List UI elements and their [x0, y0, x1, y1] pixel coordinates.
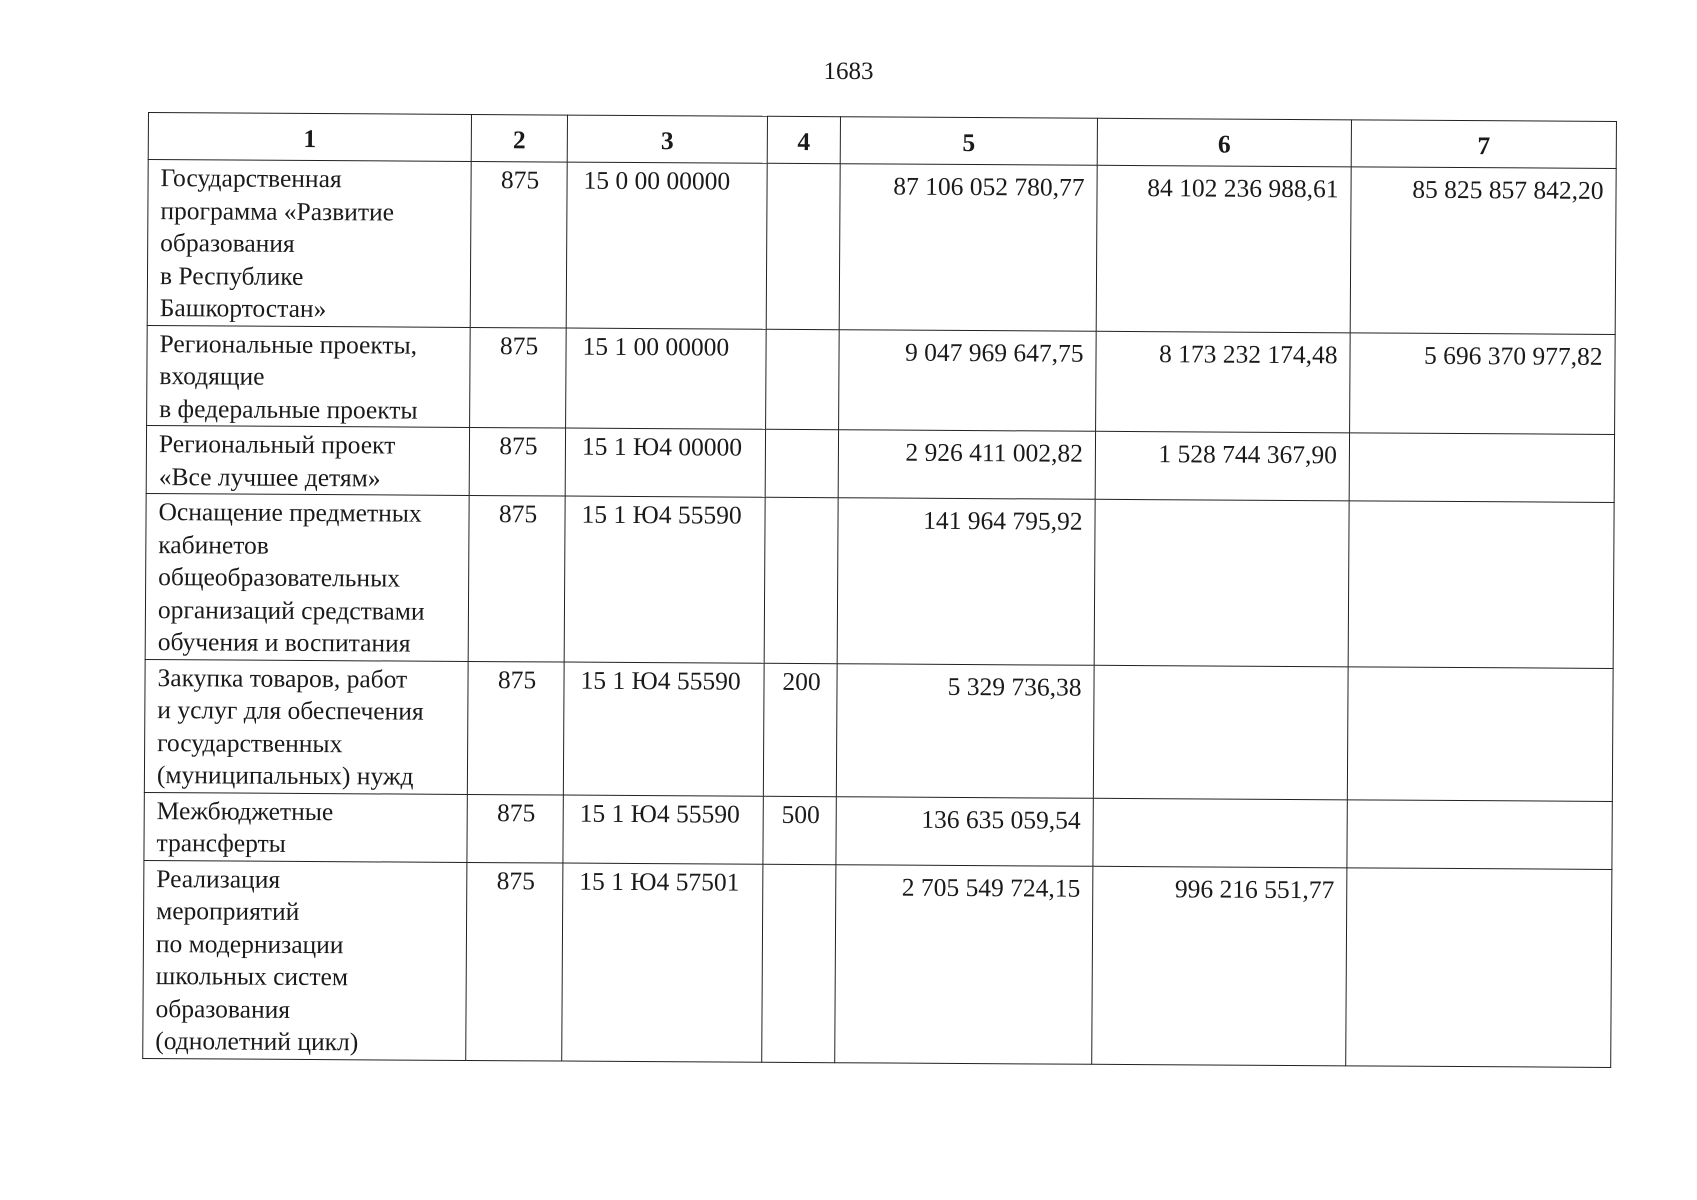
amount-cell-col7	[1347, 799, 1612, 869]
row-name-line: общеобразовательных	[158, 562, 401, 593]
row-name-line: Региональный проект	[158, 429, 396, 460]
row-name-line: кабинетов	[158, 529, 269, 560]
amount-cell-col7: 5 696 370 977,82	[1350, 332, 1616, 434]
amount-cell-col7	[1349, 433, 1614, 503]
amount-cell-col5: 141 964 795,92	[837, 498, 1095, 665]
target-article-cell: 15 1 Ю4 57501	[562, 863, 763, 1062]
amount-cell-col5: 2 705 549 724,15	[835, 864, 1093, 1064]
amount-cell-col6	[1093, 798, 1347, 868]
table-row	[144, 659, 1613, 801]
page-number: 1683	[823, 58, 874, 85]
ministry-code-cell: 875	[466, 862, 563, 1061]
amount-cell-col6: 996 216 551,77	[1092, 866, 1347, 1066]
column-header: 5	[840, 117, 1097, 166]
expense-type-cell	[766, 163, 840, 329]
row-name-line: Межбюджетные	[156, 795, 334, 826]
table-row	[144, 792, 1612, 869]
ministry-code-cell: 875	[470, 161, 567, 327]
ministry-code-cell: 875	[467, 661, 564, 795]
row-name-line: программа «Развитие	[160, 195, 395, 227]
target-article-cell: 15 1 Ю4 00000	[565, 428, 765, 497]
table-row	[146, 425, 1614, 502]
amount-cell-col6	[1093, 665, 1348, 800]
budget-table	[142, 112, 1617, 1067]
row-name-line: и услуг для обеспечения	[157, 695, 424, 726]
target-article-cell: 15 1 Ю4 55590	[563, 795, 763, 864]
expense-type-cell: 200	[763, 663, 837, 796]
row-name-line: Оснащение предметных	[158, 497, 422, 528]
row-name-line: (однолетний цикл)	[155, 1026, 359, 1057]
amount-cell-col5: 5 329 736,38	[836, 663, 1094, 798]
row-name-line: обучения и воспитания	[157, 627, 411, 658]
target-article-cell: 15 1 Ю4 55590	[563, 662, 764, 796]
target-article-cell: 15 1 Ю4 55590	[564, 496, 765, 663]
row-name-cell	[147, 325, 471, 427]
amount-cell-col6: 8 173 232 174,48	[1096, 331, 1351, 433]
amount-cell-col7: 85 825 857 842,20	[1350, 167, 1616, 334]
row-name-line: школьных систем	[155, 961, 349, 992]
expense-type-cell	[762, 864, 836, 1062]
row-name-line: по модернизации	[155, 928, 344, 959]
column-header: 4	[767, 116, 840, 163]
row-name-line: в федеральные проекты	[159, 393, 418, 425]
ministry-code-cell: 875	[469, 427, 565, 496]
row-name-line: Реализация	[156, 863, 281, 894]
table-row	[147, 325, 1616, 434]
column-header: 7	[1351, 120, 1616, 169]
row-name-cell	[146, 425, 469, 495]
amount-cell-col6: 84 102 236 988,61	[1096, 165, 1351, 332]
row-name-line: (муниципальных) нужд	[156, 760, 414, 791]
amount-cell-col6: 1 528 744 367,90	[1095, 431, 1349, 501]
row-name-cell	[144, 792, 467, 862]
table-body	[143, 160, 1616, 1067]
ministry-code-cell: 875	[467, 794, 563, 863]
row-name-line: организаций средствами	[157, 594, 425, 626]
row-name-cell	[143, 860, 467, 1060]
table-row	[143, 860, 1612, 1067]
expense-type-cell: 500	[763, 796, 836, 864]
amount-cell-col5: 136 635 059,54	[836, 796, 1093, 866]
expense-type-cell	[766, 329, 840, 430]
amount-cell-col7	[1346, 867, 1612, 1067]
row-name-line: образования	[160, 228, 295, 258]
amount-cell-col5: 9 047 969 647,75	[839, 329, 1097, 431]
row-name-cell	[147, 160, 471, 327]
column-header: 2	[471, 114, 567, 162]
row-name-line: в Республике	[159, 260, 304, 291]
target-article-cell: 15 0 00 00000	[566, 162, 767, 329]
expense-type-cell	[765, 429, 838, 497]
row-name-line: мероприятий	[156, 896, 300, 926]
row-name-line: государственных	[157, 727, 343, 758]
amount-cell-col7	[1348, 501, 1614, 668]
target-article-cell: 15 1 00 00000	[566, 328, 767, 430]
table-row	[145, 493, 1614, 667]
amount-cell-col7	[1347, 666, 1613, 801]
row-name-line: входящие	[159, 361, 265, 391]
row-name-line: Государственная	[160, 163, 342, 194]
row-name-cell	[144, 659, 468, 794]
column-header: 3	[567, 115, 767, 163]
row-name-cell	[145, 493, 469, 660]
row-name-line: Закупка товаров, работ	[157, 662, 408, 694]
amount-cell-col5: 2 926 411 002,82	[838, 430, 1095, 500]
table-row	[147, 160, 1616, 334]
column-header: 1	[148, 113, 471, 162]
row-name-line: Башкортостан»	[159, 293, 327, 324]
row-name-line: образования	[155, 993, 291, 1024]
amount-cell-col6	[1094, 499, 1349, 666]
expense-type-cell	[764, 497, 838, 663]
ministry-code-cell: 875	[470, 327, 567, 428]
column-header: 6	[1097, 118, 1351, 167]
amount-cell-col5: 87 106 052 780,77	[839, 164, 1097, 331]
row-name-line: Региональные проекты,	[159, 328, 418, 360]
ministry-code-cell: 875	[468, 495, 565, 661]
row-name-line: «Все лучшее детям»	[158, 461, 381, 492]
row-name-line: трансферты	[156, 828, 286, 858]
